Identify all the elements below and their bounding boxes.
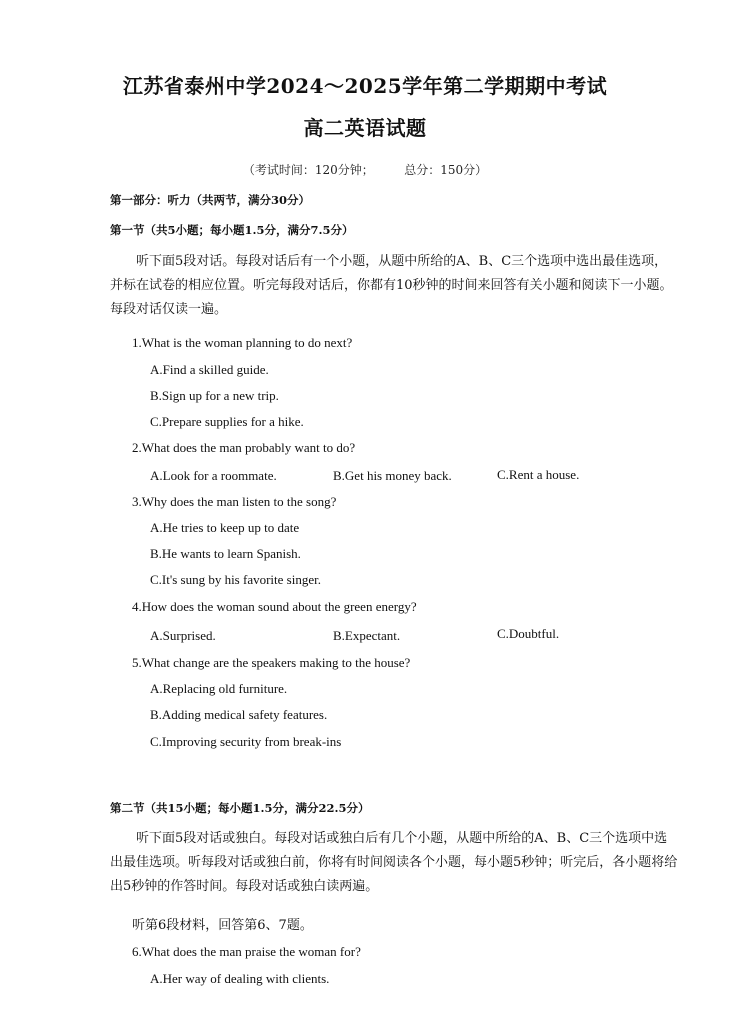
question-5: 5.What change are the speakers making to the house?: [132, 655, 411, 670]
question-1: 1.What is the woman planning to do next?: [132, 335, 353, 350]
material-note: 听第6段材料，回答第6、7题。: [132, 918, 313, 933]
option-1c: C.Prepare supplies for a hike.: [150, 414, 304, 429]
part1-heading: 第一部分：听力（共两节，满分30分）: [110, 193, 311, 207]
question-3: 3.Why does the man listen to the song?: [132, 494, 337, 509]
option-2b: B.Get his money back.: [333, 468, 452, 483]
option-6a: A.Her way of dealing with clients.: [150, 971, 330, 986]
option-5c: C.Improving security from break-ins: [150, 734, 342, 749]
section2-instructions: 听下面5段对话或独白。每段对话或独白后有几个小题，从题中所给的A、B、C三个选项中选出最佳选项。听每段对话或独白前，你将有时间阅读各个小题，每小题5秒钟；听完后，各小题将给出5秒钟的作答时间。每段对话或独白读两遍。: [110, 831, 678, 894]
section1-instructions: 听下面5段对话。每段对话后有一个小题，从题中所给的A、B、C三个选项中选出最佳选项，并标在试卷的相应位置。听完每段对话后，你都有10秒钟的时间来回答有关小题和阅读下一小题。每段对话仅读一遍。: [110, 254, 673, 317]
exam-info: （考试时间：120分钟； 总分：150分）: [242, 163, 488, 177]
option-3b: B.He wants to learn Spanish.: [150, 546, 301, 561]
option-1a: A.Find a skilled guide.: [150, 362, 269, 377]
option-2a: A.Look for a roommate.: [150, 468, 277, 483]
option-1b: B.Sign up for a new trip.: [150, 388, 279, 403]
option-4b: B.Expectant.: [333, 628, 401, 643]
option-5a: A.Replacing old furniture.: [150, 681, 288, 696]
exam-subtitle: 高二英语试题: [303, 116, 427, 140]
option-3a: A.He tries to keep up to date: [150, 520, 300, 535]
question-4: 4.How does the woman sound about the green energy?: [132, 599, 417, 614]
option-3c: C.It's sung by his favorite singer.: [150, 572, 321, 587]
question-6: 6.What does the man praise the woman for?: [132, 944, 361, 959]
question-2: 2.What does the man probably want to do?: [132, 440, 356, 455]
section2-heading: 第二节（共15小题；每小题1.5分，满分22.5分）: [110, 801, 370, 815]
section1-heading: 第一节（共5小题；每小题1.5分，满分7.5分）: [110, 223, 354, 237]
option-5b: B.Adding medical safety features.: [150, 707, 328, 722]
option-2c: C.Rent a house.: [497, 467, 580, 482]
exam-title: 江苏省泰州中学2024～2025学年第二学期期中考试: [122, 74, 608, 98]
option-4a: A.Surprised.: [150, 628, 216, 643]
option-4c: C.Doubtful.: [497, 626, 560, 641]
